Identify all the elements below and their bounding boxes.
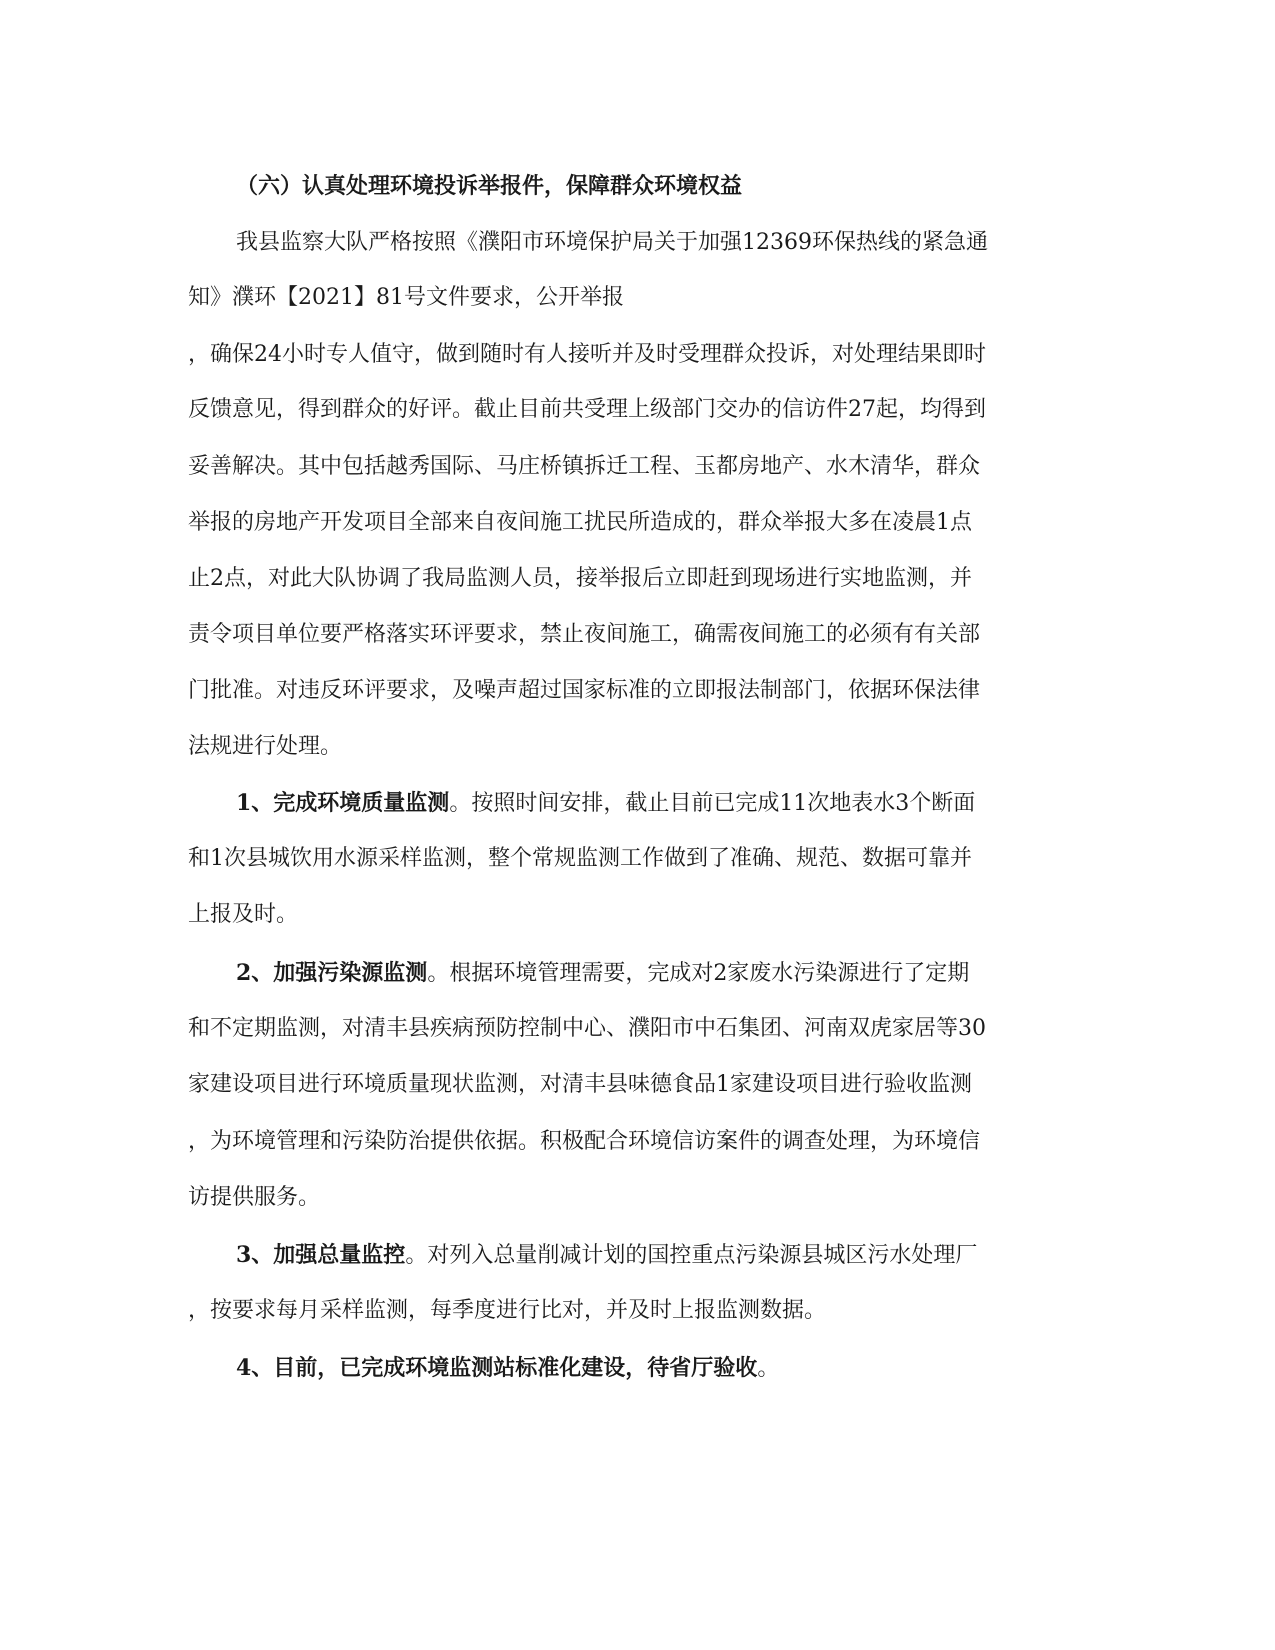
section-heading: （六）认真处理环境投诉举报件，保障群众环境权益	[236, 173, 743, 199]
item-line: 和不定期监测，对清丰县疾病预防控制中心、濮阳市中石集团、河南双虎家居等30	[188, 1016, 986, 1041]
item-line: 和1次县城饮用水源采样监测，整个常规监测工作做到了准确、规范、数据可靠并	[188, 846, 972, 871]
paragraph-line: 知》濮环【2021】81号文件要求，公开举报	[188, 285, 624, 310]
item-line: 上报及时。	[188, 902, 299, 927]
paragraph-line: 反馈意见，得到群众的好评。截止目前共受理上级部门交办的信访件27起，均得到	[188, 397, 986, 422]
item-title: 1、完成环境质量监测	[236, 790, 450, 816]
item-text: 。对列入总量削减计划的国控重点污染源县城区污水处理厂	[405, 1243, 978, 1268]
item-3-first-line	[236, 1239, 1136, 1272]
item-line: 访提供服务。	[188, 1185, 321, 1210]
paragraph-line: 我县监察大队严格按照《濮阳市环境保护局关于加强12369环保热线的紧急通	[236, 230, 988, 255]
item-title: 4、目前，已完成环境监测站标准化建设，待省厅验收	[236, 1355, 758, 1381]
item-line: ，为环境管理和污染防治提供依据。积极配合环境信访案件的调查处理，为环境信	[188, 1129, 981, 1154]
paragraph-line: 门批准。对违反环评要求，及噪声超过国家标准的立即报法制部门，依据环保法律	[188, 678, 981, 703]
item-4-first-line	[236, 1352, 1136, 1385]
item-1-first-line	[236, 787, 1136, 820]
paragraph-line: 法规进行处理。	[188, 734, 343, 759]
item-2-first-line	[236, 957, 1136, 990]
paragraph-line: 举报的房地产开发项目全部来自夜间施工扰民所造成的，群众举报大多在凌晨1点	[188, 510, 972, 535]
paragraph-line: 责令项目单位要严格落实环评要求，禁止夜间施工，确需夜间施工的必须有有关部	[188, 622, 981, 647]
item-title: 3、加强总量监控	[236, 1242, 406, 1268]
item-text: 。按照时间安排，截止目前已完成11次地表水3个断面	[449, 791, 976, 816]
item-title: 2、加强污染源监测	[236, 960, 428, 986]
item-text: 。根据环境管理需要，完成对2家废水污染源进行了定期	[427, 961, 970, 986]
paragraph-line: 妥善解决。其中包括越秀国际、马庄桥镇拆迁工程、玉都房地产、水木清华，群众	[188, 454, 981, 479]
item-line: ，按要求每月采样监测，每季度进行比对，并及时上报监测数据。	[188, 1298, 827, 1323]
item-line: 家建设项目进行环境质量现状监测，对清丰县味德食品1家建设项目进行验收监测	[188, 1072, 972, 1097]
paragraph-line: ，确保24小时专人值守，做到随时有人接听并及时受理群众投诉，对处理结果即时	[188, 342, 986, 367]
item-text: 。	[757, 1356, 780, 1381]
paragraph-line: 止2点，对此大队协调了我局监测人员，接举报后立即赶到现场进行实地监测，并	[188, 566, 972, 591]
